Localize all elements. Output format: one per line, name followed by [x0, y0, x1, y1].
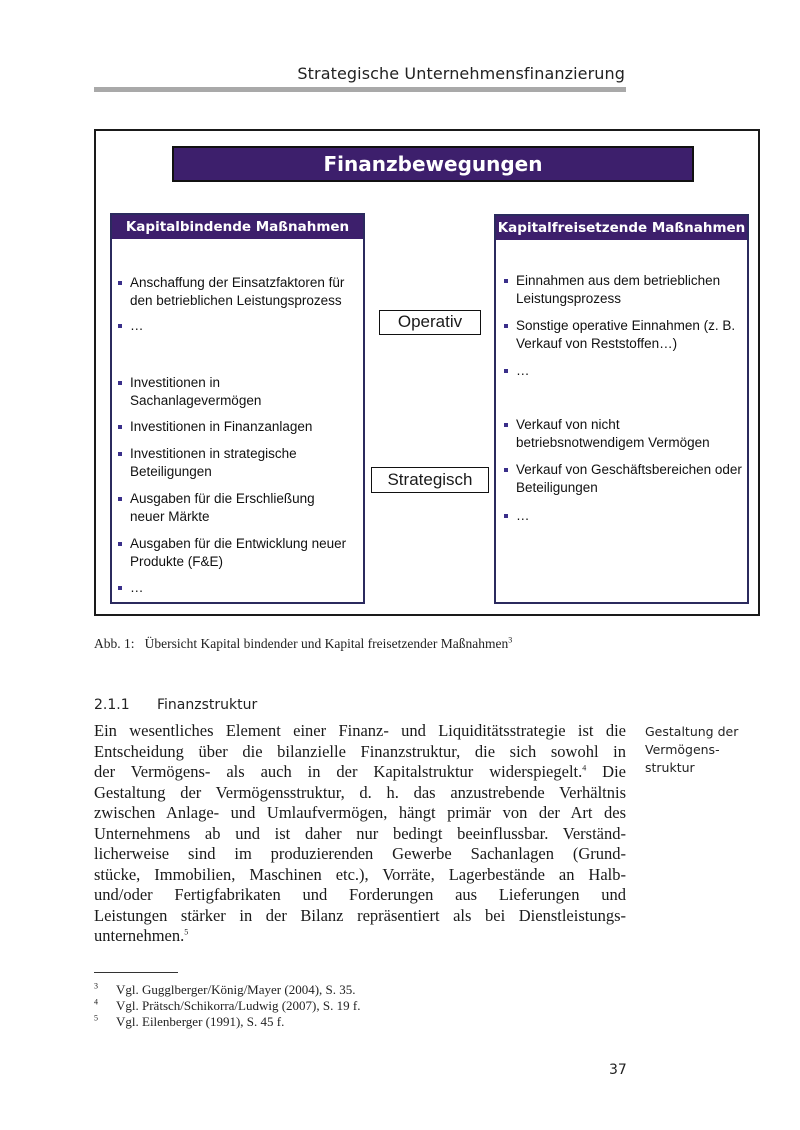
bullet-icon	[504, 369, 508, 373]
footnote-text: Vgl. Prätsch/Schikorra/Ludwig (2007), S. 19 f.	[116, 998, 361, 1013]
bullet-icon	[118, 425, 122, 429]
left-item: Investitionen in strategische Beteiligungen	[130, 446, 297, 479]
section-number: 2.1.1	[94, 697, 130, 713]
bullet-icon	[118, 281, 122, 285]
bullet-icon	[118, 586, 122, 590]
page-number: 37	[609, 1062, 627, 1078]
label-strategisch: Strategisch	[371, 467, 489, 493]
left-column-heading: Kapitalbindende Maßnahmen	[112, 215, 363, 239]
header-rule	[94, 87, 626, 92]
bullet-icon	[504, 279, 508, 283]
body-line: Unternehmens ab und ist daher nur bedingt beeinflussbar. Verständ-	[94, 823, 626, 843]
left-item: …	[130, 580, 144, 595]
footnote-text: Vgl. Eilenberger (1991), S. 45 f.	[116, 1014, 285, 1029]
right-item: Sonstige operative Einnahmen (z. B. Verkauf von Reststoffen…)	[516, 318, 736, 351]
body-line	[94, 762, 626, 783]
caption-footnote-ref: 3	[508, 635, 513, 645]
right-column-heading: Kapitalfreisetzende Maßnahmen	[496, 216, 747, 240]
body-line: und/oder Fertigfabrikaten und Forderungen aus Lieferungen und	[94, 885, 626, 904]
footnote	[94, 1014, 284, 1030]
body-line: Gestaltung der Vermögensstruktur, d. h. das anzustrebende Verhältnis	[94, 782, 626, 802]
bullet-icon	[118, 452, 122, 456]
body-line: Leistungen stärker in der Bilanz repräsentiert als bei Dienstleistungs-	[94, 905, 626, 925]
bullet-icon	[504, 468, 508, 472]
margin-note-line: struktur	[645, 760, 695, 775]
right-item: …	[516, 508, 530, 523]
caption-label: Abb. 1:	[94, 636, 135, 651]
bullet-icon	[118, 497, 122, 501]
bullet-icon	[504, 514, 508, 518]
right-item: Verkauf von nicht betriebsnotwendigem Vermögen	[516, 417, 710, 450]
right-item: Einnahmen aus dem betrieblichen Leistungsprozess	[516, 273, 721, 306]
left-item: …	[130, 318, 144, 333]
body-line	[94, 926, 626, 947]
footnote-number: 3	[94, 981, 98, 991]
bullet-icon	[504, 324, 508, 328]
margin-note-line: Vermögens-	[645, 742, 720, 757]
body-line: zwischen Anlage- und Umlaufvermögen, hängt primär von der Art des	[94, 803, 626, 822]
left-item: Ausgaben für die Erschließung neuer Märkte	[130, 491, 315, 524]
footnote-ref-5: 5	[184, 927, 189, 937]
bullet-icon	[118, 542, 122, 546]
figure-title: Finanzbewegungen	[172, 146, 694, 182]
left-item: Anschaffung der Einsatzfaktoren für den betrieblichen Leistungsprozess	[130, 275, 345, 308]
caption-text: Übersicht Kapital bindender und Kapital freisetzender Maßnahmen	[144, 636, 509, 651]
footnote-rule	[94, 972, 178, 973]
footnote	[94, 982, 356, 998]
footnote-number: 5	[94, 1013, 98, 1023]
margin-note	[645, 723, 765, 777]
bullet-icon	[118, 324, 122, 328]
right-item: Verkauf von Geschäftsbereichen oder Beteiligungen	[516, 462, 742, 495]
body-line: stücke, Immobilien, Maschinen etc.), Vorräte, Lagerbestände an Halb-	[94, 864, 626, 884]
footnote-text: Vgl. Gugglberger/König/Mayer (2004), S. 35.	[116, 982, 356, 997]
label-operativ: Operativ	[379, 310, 481, 335]
bullet-icon	[504, 423, 508, 427]
margin-note-line: Gestaltung der	[645, 724, 739, 739]
figure-caption	[94, 636, 512, 652]
body-paragraph	[94, 721, 626, 947]
body-line-text: unternehmen.	[94, 926, 185, 945]
section-title: Finanzstruktur	[157, 697, 258, 713]
footnote	[94, 998, 360, 1014]
bullet-icon	[118, 381, 122, 385]
running-header-title: Strategische Unternehmensfinanzierung	[297, 64, 625, 83]
left-item: Investitionen in Finanzanlagen	[130, 419, 313, 434]
body-line-text: der Vermögens- als auch in der Kapitalstruktur widerspiegelt.	[94, 762, 583, 781]
right-item: …	[516, 363, 530, 378]
left-item: Ausgaben für die Entwicklung neuer Produkte (F&E)	[130, 536, 347, 569]
body-line-tail: Die	[602, 762, 626, 781]
footnote-ref-4: 4	[582, 763, 587, 773]
body-line: licherweise sind im produzierenden Gewerbe Sachanlagen (Grund-	[94, 844, 626, 863]
footnote-number: 4	[94, 997, 98, 1007]
body-line: Entscheidung über die bilanzielle Finanzstruktur, die sich sowohl in	[94, 741, 626, 761]
body-line: Ein wesentliches Element einer Finanz- und Liquiditätsstrategie ist die	[94, 721, 626, 740]
left-item: Investitionen in Sachanlagevermögen	[130, 375, 262, 408]
